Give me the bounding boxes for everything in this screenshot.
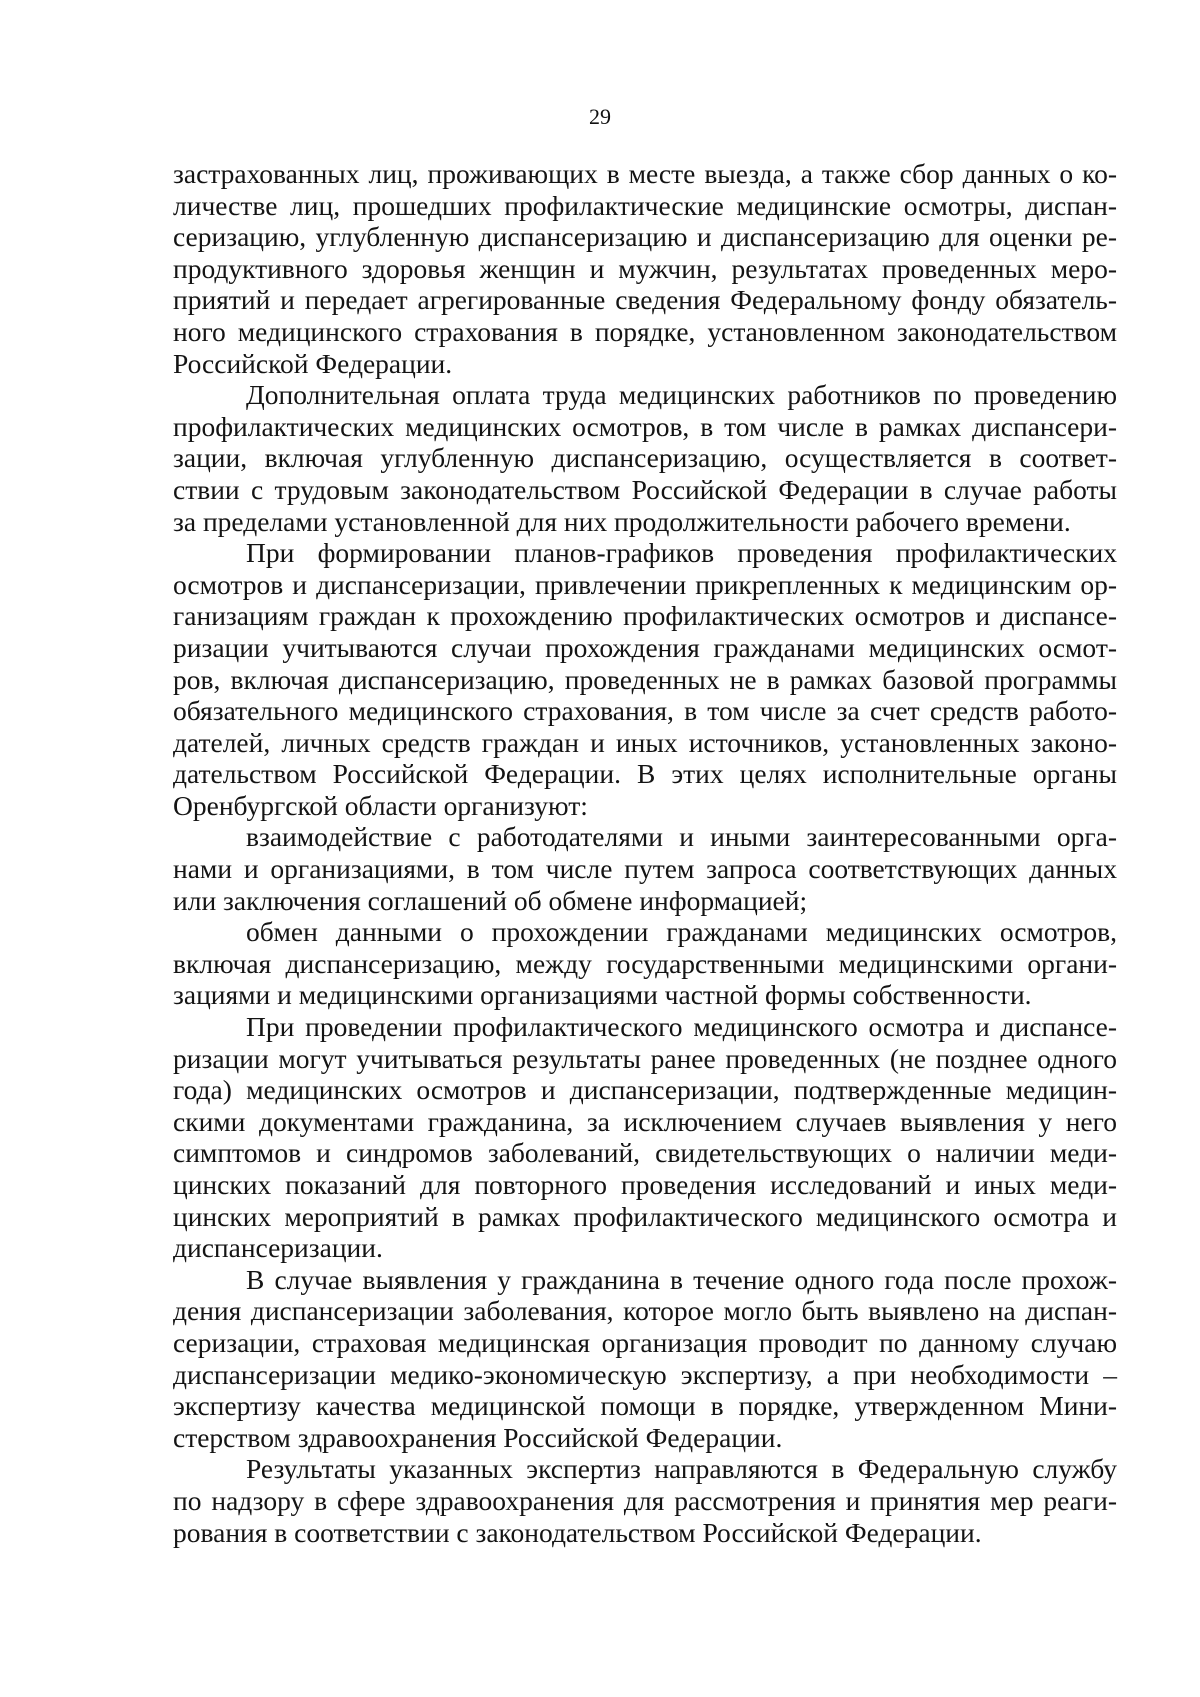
text-line: серизации, страховая медицинская организация проводит по данному случаю [173, 1326, 1117, 1358]
text-line: по надзору в сфере здравоохранения для рассмотрения и принятия мер реаги- [173, 1484, 1117, 1516]
text-line: ризации учитываются случаи прохождения гражданами медицинских осмот- [173, 631, 1117, 663]
text-line: цинских мероприятий в рамках профилактического медицинского осмотра и [173, 1200, 1117, 1232]
text-line: или заключения соглашений об обмене информацией; [173, 884, 808, 916]
text-line: дателей, личных средств граждан и иных источников, установленных законо- [173, 726, 1117, 758]
text-line: Российской Федерации. [173, 347, 453, 379]
text-line: ствии с трудовым законодательством Российской Федерации в случае работы [173, 473, 1117, 505]
text-line: дательством Российской Федерации. В этих целях исполнительные органы [173, 758, 1117, 790]
text-line: взаимодействие с работодателями и иными заинтересованными орга- [246, 821, 1117, 853]
text-line: включая диспансеризацию, между государственными медицинскими органи- [173, 947, 1117, 979]
text-line: зациями и медицинскими организациями частной формы собственности. [173, 979, 1032, 1011]
text-line: личестве лиц, прошедших профилактические медицинские осмотры, диспан- [173, 189, 1117, 221]
text-line: ризации могут учитываться результаты ранее проведенных (не позднее одного [173, 1042, 1117, 1074]
text-line: года) медицинских осмотров и диспансеризации, подтвержденные медицин- [173, 1074, 1117, 1106]
text-line: Результаты указанных экспертиз направляются в Федеральную службу [246, 1453, 1117, 1485]
text-line: цинских показаний для повторного проведения исследований и иных меди- [173, 1169, 1117, 1200]
text-line: обязательного медицинского страхования, в том числе за счет средств работо- [173, 695, 1117, 727]
text-line: обмен данными о прохождении гражданами медицинских осмотров, [246, 916, 1117, 948]
text-line: серизацию, углубленную диспансеризацию и диспансеризацию для оценки ре- [173, 221, 1117, 253]
body-text [173, 158, 1117, 1548]
text-line: рования в соответствии с законодательством Российской Федерации. [173, 1516, 982, 1548]
text-line: экспертизу качества медицинской помощи в порядке, утвержденном Мини- [173, 1390, 1117, 1422]
text-line: дения диспансеризации заболевания, которое могло быть выявлено на диспан- [173, 1295, 1117, 1327]
text-line: застрахованных лиц, проживающих в месте выезда, а также сбор данных о ко- [173, 158, 1117, 189]
page-number: 29 [589, 104, 611, 129]
text-line: за пределами установленной для них продолжительности рабочего времени. [173, 505, 1071, 537]
text-line: профилактических медицинских осмотров, в том числе в рамках диспансери- [173, 410, 1117, 442]
text-line: нами и организациями, в том числе путем запроса соответствующих данных [173, 853, 1117, 885]
text-line: При проведении профилактического медицинского осмотра и диспансе- [246, 1011, 1117, 1043]
text-line: ганизациям граждан к прохождению профилактических осмотров и диспансе- [173, 600, 1117, 632]
text-line: продуктивного здоровья женщин и мужчин, результатах проведенных меро- [173, 252, 1117, 284]
text-line: ров, включая диспансеризацию, проведенных не в рамках базовой программы [173, 663, 1117, 695]
text-line: При формировании планов-графиков проведения профилактических [246, 537, 1117, 569]
text-line: диспансеризации. [173, 1232, 383, 1264]
text-line: приятий и передает агрегированные сведения Федеральному фонду обязатель- [173, 284, 1117, 316]
text-line: осмотров и диспансеризации, привлечении прикрепленных к медицинским ор- [173, 568, 1117, 600]
text-line: зации, включая углубленную диспансеризацию, осуществляется в соответ- [173, 442, 1117, 474]
text-line: стерством здравоохранения Российской Федерации. [173, 1421, 783, 1453]
text-line: симптомов и синдромов заболеваний, свидетельствующих о наличии меди- [173, 1137, 1117, 1169]
text-line: скими документами гражданина, за исключением случаев выявления у него [173, 1105, 1117, 1137]
text-line: ного медицинского страхования в порядке, установленном законодательством [173, 315, 1117, 347]
text-line: Дополнительная оплата труда медицинских работников по проведению [246, 379, 1117, 411]
text-line: Оренбургской области организуют: [173, 789, 588, 821]
text-line: В случае выявления у гражданина в течение одного года после прохож- [246, 1263, 1117, 1295]
text-line: диспансеризации медико-экономическую экспертизу, а при необходимости – [173, 1358, 1117, 1390]
